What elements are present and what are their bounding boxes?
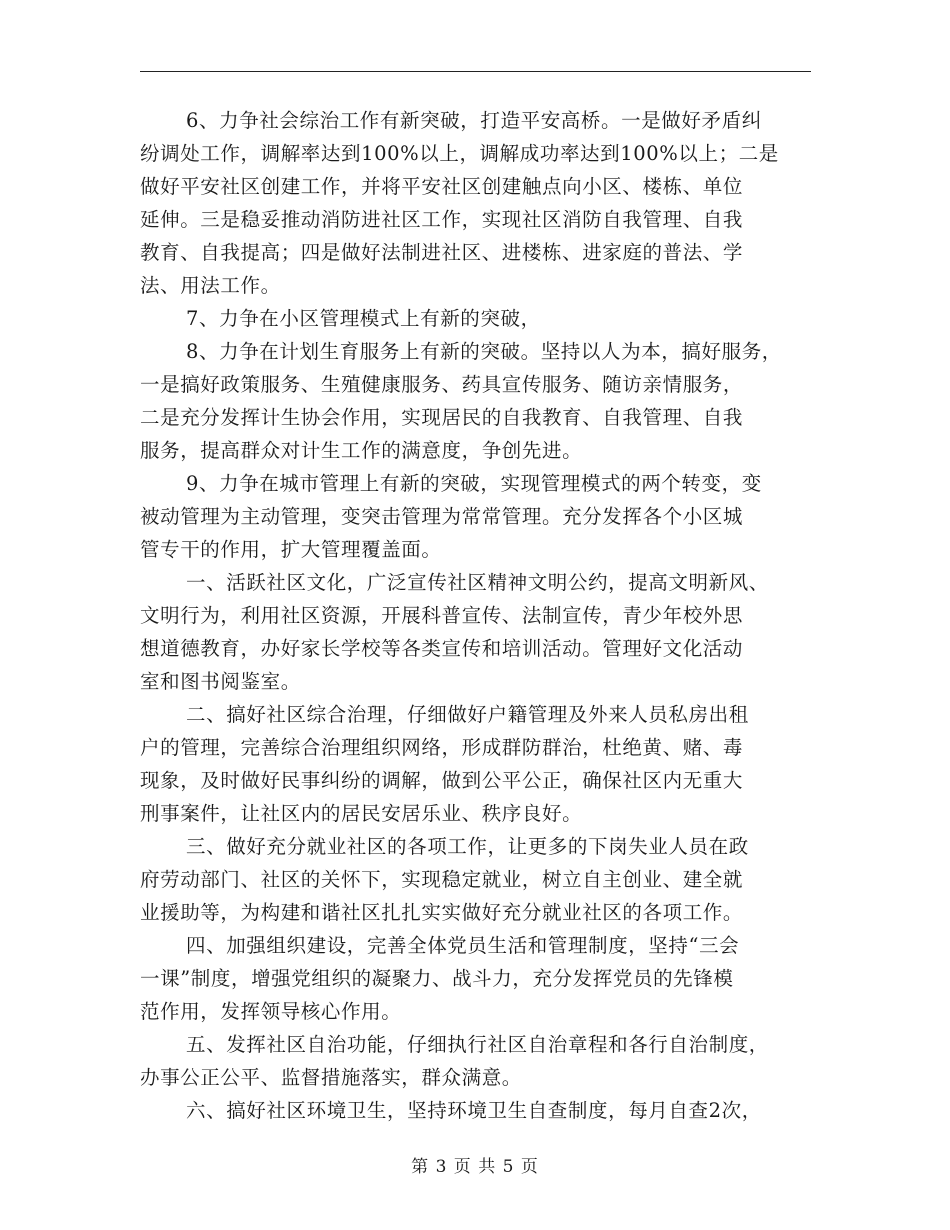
text-line: 四、加强组织建设，完善全体党员生活和管理制度，坚持“三会	[186, 934, 740, 957]
text-line: 室和图书阅鉴室。	[140, 670, 301, 693]
text-line: 做好平安社区创建工作，并将平安社区创建触点向小区、楼栋、单位	[140, 175, 744, 198]
text-line: 刑事案件，让社区内的居民安居乐业、秩序良好。	[140, 802, 583, 825]
text-line: 一是搞好政策服务、生殖健康服务、药具宣传服务、随访亲情服务，	[140, 373, 744, 396]
text-line: 三、做好充分就业社区的各项工作，让更多的下岗失业人员在政	[186, 835, 749, 858]
text-line: 延伸。三是稳妥推动消防进社区工作，实现社区消防自我管理、自我	[140, 208, 744, 231]
text-line: 业援助等，为构建和谐社区扎扎实实做好充分就业社区的各项工作。	[140, 901, 744, 924]
text-line: 五、发挥社区自治功能，仔细执行社区自治章程和各行自治制度，	[186, 1033, 769, 1056]
text-line: 二、搞好社区综合治理，仔细做好户籍管理及外来人员私房出租	[186, 703, 749, 726]
text-line: 纷调处工作，调解率达到100%以上，调解成功率达到100%以上；二是	[140, 142, 779, 165]
text-line: 范作用，发挥领导核心作用。	[140, 1000, 402, 1023]
text-line: 9、力争在城市管理上有新的突破，实现管理模式的两个转变，变	[186, 472, 762, 495]
text-line: 文明行为，利用社区资源，开展科普宣传、法制宣传，青少年校外思	[140, 604, 744, 627]
text-line: 8、力争在计划生育服务上有新的突破。坚持以人为本，搞好服务，	[186, 340, 782, 363]
page-number-footer: 第 3 页 共 5 页	[411, 1157, 539, 1177]
text-line: 六、搞好社区环境卫生，坚持环境卫生自查制度，每月自查2次，	[186, 1099, 762, 1122]
text-line: 一、活跃社区文化，广泛宣传社区精神文明公约，提高文明新风、	[186, 571, 769, 594]
text-line: 府劳动部门、社区的关怀下，实现稳定就业，树立自主创业、建全就	[140, 868, 744, 891]
text-line: 户的管理，完善综合治理组织网络，形成群防群治，杜绝黄、赌、毒	[140, 736, 744, 759]
header-rule	[140, 71, 811, 72]
text-line: 法、用法工作。	[140, 274, 281, 297]
text-line: 教育、自我提高；四是做好法制进社区、进楼栋、进家庭的普法、学	[140, 241, 744, 264]
text-line: 被动管理为主动管理，变突击管理为常常管理。充分发挥各个小区城	[140, 505, 744, 528]
text-line: 服务，提高群众对计生工作的满意度，争创先进。	[140, 439, 583, 462]
body-text	[140, 104, 820, 1127]
text-line: 6、力争社会综治工作有新突破，打造平安高桥。一是做好矛盾纠	[186, 109, 762, 132]
text-line: 想道德教育，办好家长学校等各类宣传和培训活动。管理好文化活动	[140, 637, 744, 660]
text-line: 一课”制度，增强党组织的凝聚力、战斗力，充分发挥党员的先锋模	[140, 967, 734, 990]
text-line: 7、力争在小区管理模式上有新的突破，	[186, 307, 541, 330]
text-line: 管专干的作用，扩大管理覆盖面。	[140, 538, 442, 561]
text-line: 现象，及时做好民事纠纷的调解，做到公平公正，确保社区内无重大	[140, 769, 744, 792]
text-line: 二是充分发挥计生协会作用，实现居民的自我教育、自我管理、自我	[140, 406, 744, 429]
text-line: 办事公正公平、监督措施落实，群众满意。	[140, 1066, 522, 1089]
